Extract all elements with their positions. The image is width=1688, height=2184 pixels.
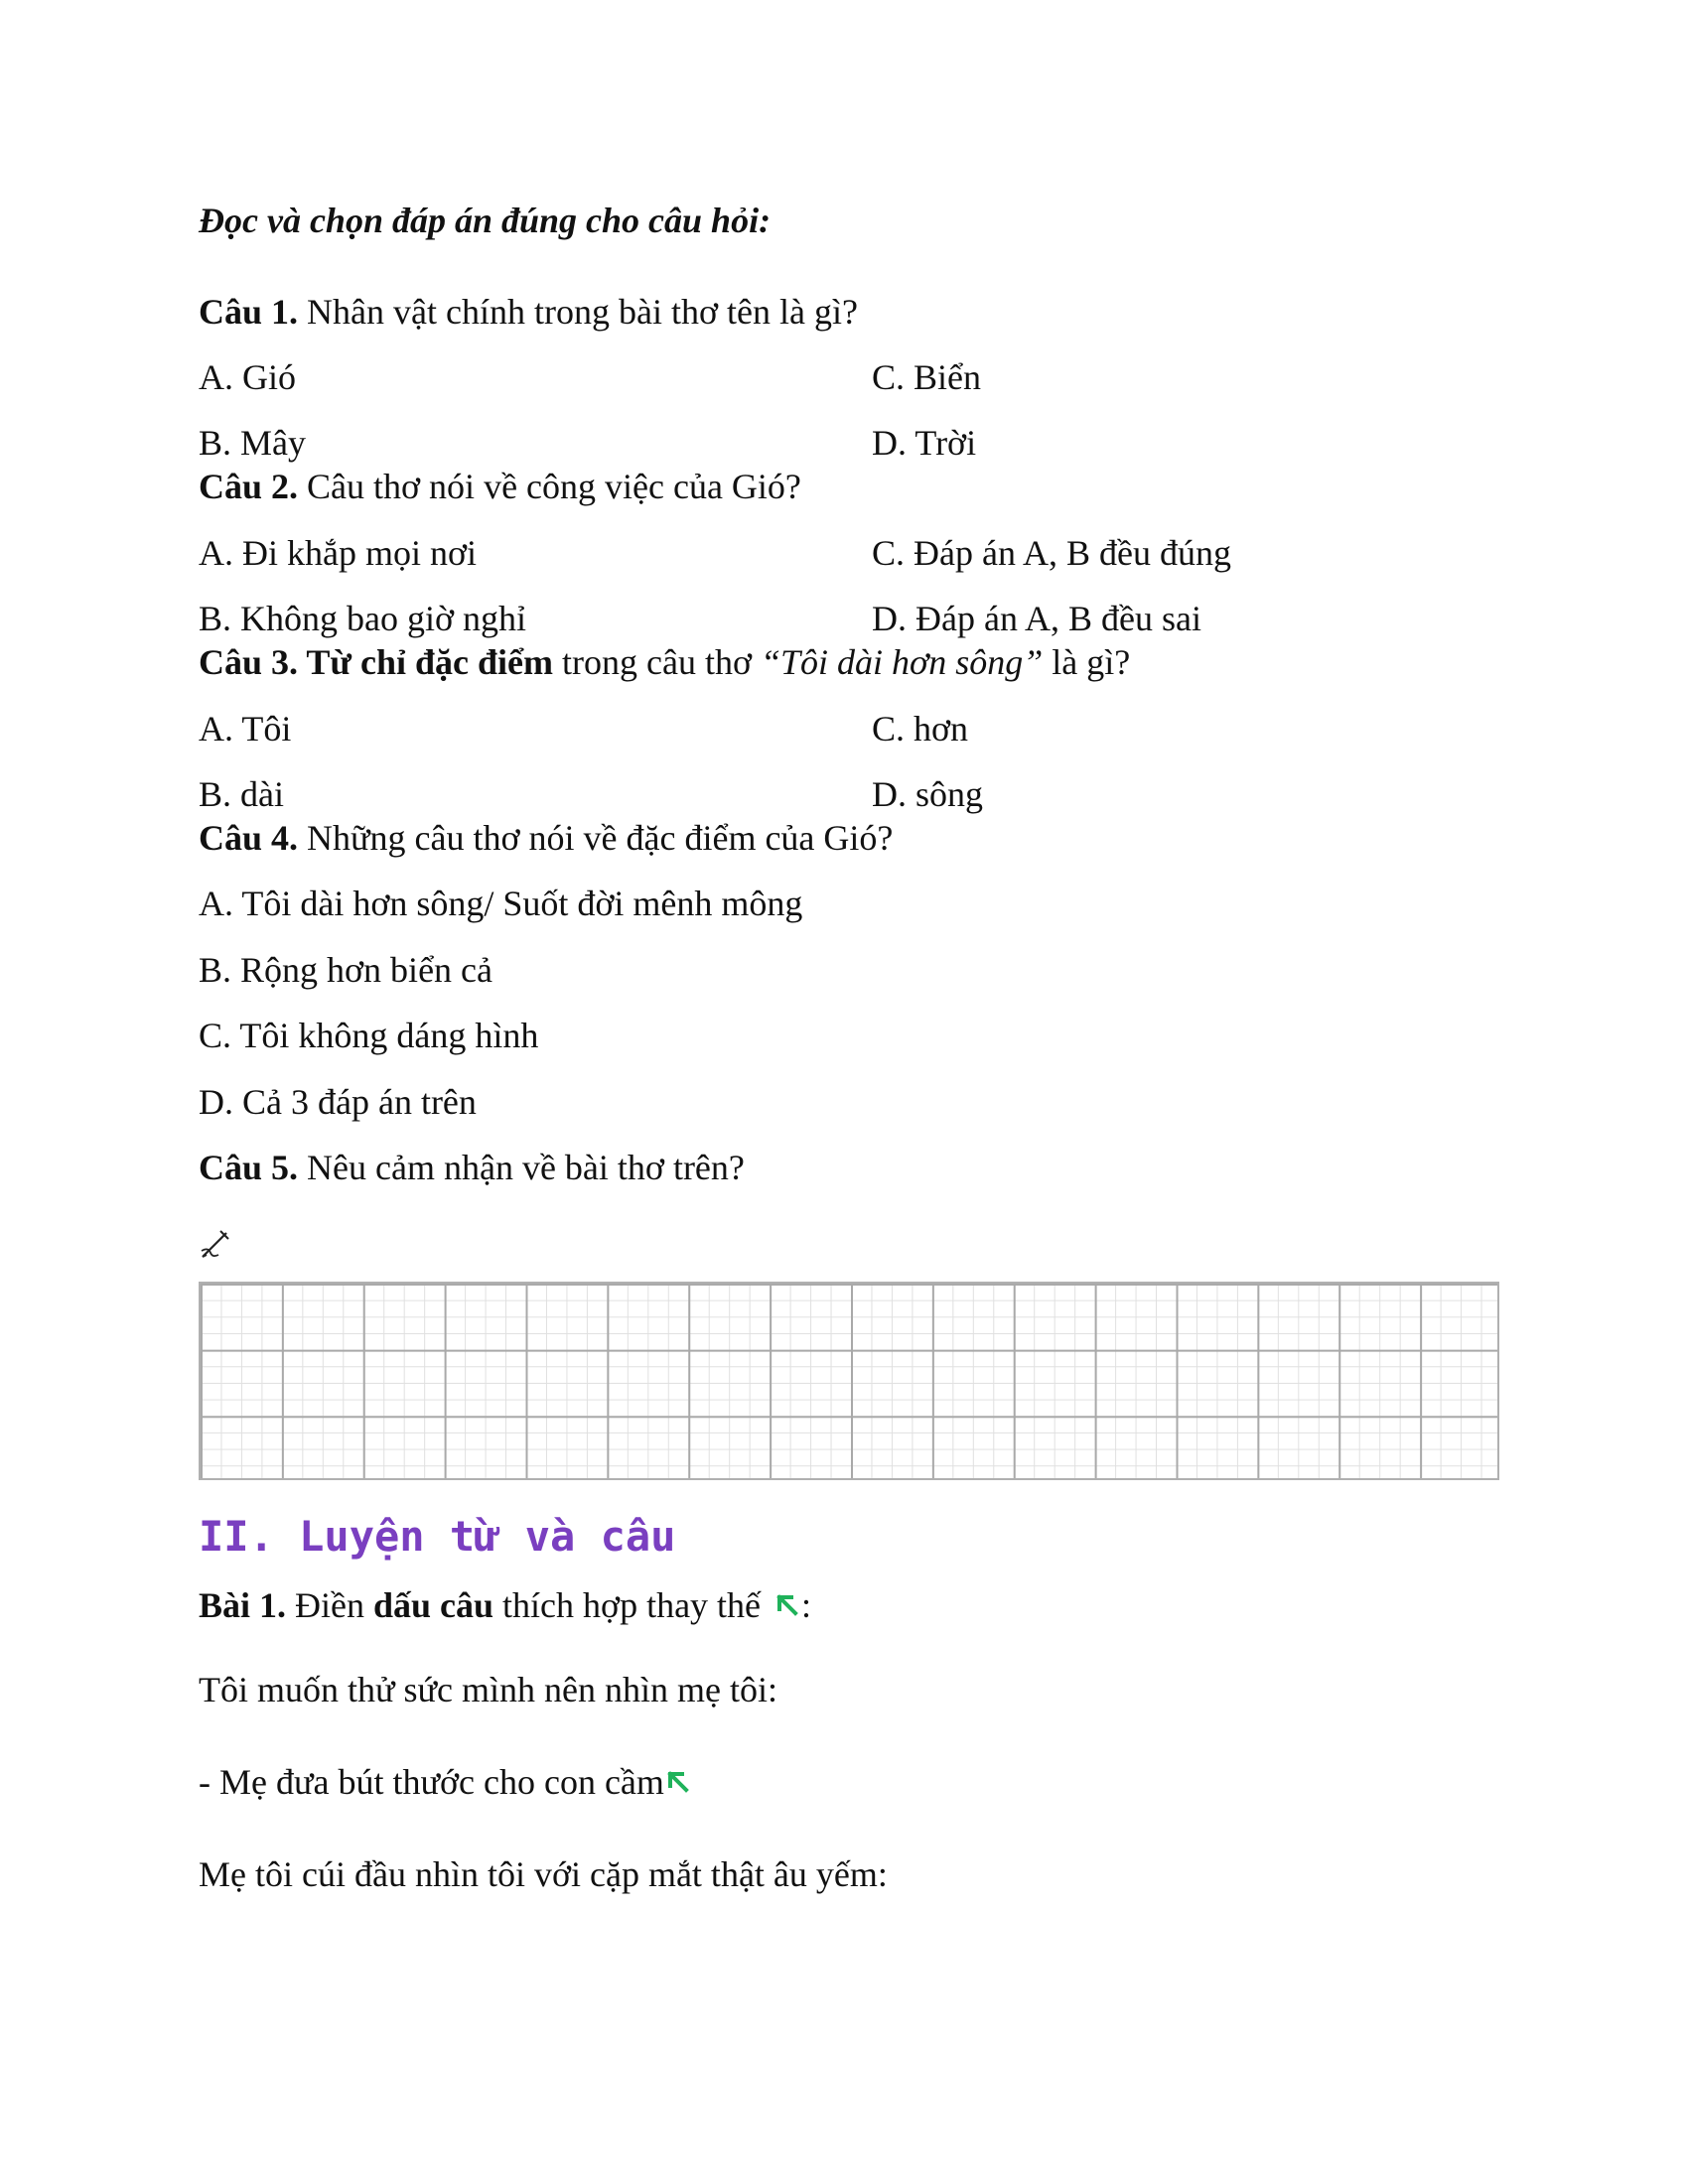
question-5 xyxy=(199,1146,745,1189)
exercise-1-end: : xyxy=(801,1585,812,1625)
question-2-text: Câu thơ nói về công việc của Gió? xyxy=(298,467,801,506)
passage-line-2-text: - Mẹ đưa bút thước cho con cầm xyxy=(199,1762,664,1802)
q2-option-c[interactable]: C. Đáp án A, B đều đúng xyxy=(872,533,1231,573)
instruction-heading: Đọc và chọn đáp án đúng cho câu hỏi: xyxy=(199,201,772,240)
question-1 xyxy=(199,290,858,334)
question-1-label: Câu 1. xyxy=(199,292,299,332)
q3-option-c[interactable]: C. hơn xyxy=(872,709,969,749)
question-1-text: Nhân vật chính trong bài thơ tên là gì? xyxy=(298,292,858,332)
question-3-label: Câu 3. xyxy=(199,642,299,682)
question-3-text-end: là gì? xyxy=(1043,642,1131,682)
question-5-text: Nêu cảm nhận về bài thơ trên? xyxy=(298,1148,745,1187)
q4-option-d[interactable]: D. Cả 3 đáp án trên xyxy=(199,1082,477,1122)
q4-option-a[interactable]: A. Tôi dài hơn sông/ Suốt đời mênh mông xyxy=(199,884,803,923)
question-2-label: Câu 2. xyxy=(199,467,299,506)
exercise-1-text1: Điền xyxy=(286,1585,373,1625)
passage-line-2 xyxy=(199,1760,692,1804)
q3-option-b[interactable]: B. dài xyxy=(199,774,284,814)
question-4-text: Những câu thơ nói về đặc điểm của Gió? xyxy=(298,818,894,858)
q4-option-c[interactable]: C. Tôi không dáng hình xyxy=(199,1016,539,1055)
question-4-label: Câu 4. xyxy=(199,818,299,858)
passage-line-3: Mẹ tôi cúi đầu nhìn tôi với cặp mắt thật âu yếm: xyxy=(199,1854,888,1894)
writing-grid[interactable] xyxy=(199,1282,1499,1480)
q3-option-d[interactable]: D. sông xyxy=(872,774,984,814)
q4-option-b[interactable]: B. Rộng hơn biển cả xyxy=(199,950,492,990)
q1-option-d[interactable]: D. Trời xyxy=(872,423,977,463)
question-3-quote: “Tôi dài hơn sông” xyxy=(761,642,1044,682)
q1-option-a[interactable]: A. Gió xyxy=(199,357,296,397)
passage-line-1: Tôi muốn thử sức mình nên nhìn mẹ tôi: xyxy=(199,1670,777,1709)
exercise-1-text2: thích hợp thay thế xyxy=(493,1585,771,1625)
q2-option-b[interactable]: B. Không bao giờ nghỉ xyxy=(199,599,527,638)
exercise-1-label: Bài 1. xyxy=(199,1585,287,1625)
exercise-1 xyxy=(199,1583,811,1627)
q2-option-a[interactable]: A. Đi khắp mọi nơi xyxy=(199,533,478,573)
q3-option-a[interactable]: A. Tôi xyxy=(199,709,292,749)
arrow-up-left-icon[interactable] xyxy=(664,1768,692,1796)
exercise-1-bold: dấu câu xyxy=(373,1585,494,1625)
q1-option-c[interactable]: C. Biển xyxy=(872,357,982,397)
question-3-text-mid: trong câu thơ xyxy=(553,642,761,682)
question-3-bold-text: Từ chỉ đặc điểm xyxy=(298,642,553,682)
question-2 xyxy=(199,465,801,508)
question-5-label: Câu 5. xyxy=(199,1148,299,1187)
q2-option-d[interactable]: D. Đáp án A, B đều sai xyxy=(872,599,1201,638)
arrow-up-left-icon xyxy=(774,1591,801,1619)
question-3 xyxy=(199,640,1130,684)
q1-option-b[interactable]: B. Mây xyxy=(199,423,306,463)
section-title: II. Luyện từ và câu xyxy=(199,1512,676,1561)
writing-hand-icon xyxy=(199,1227,232,1261)
question-4 xyxy=(199,816,893,860)
